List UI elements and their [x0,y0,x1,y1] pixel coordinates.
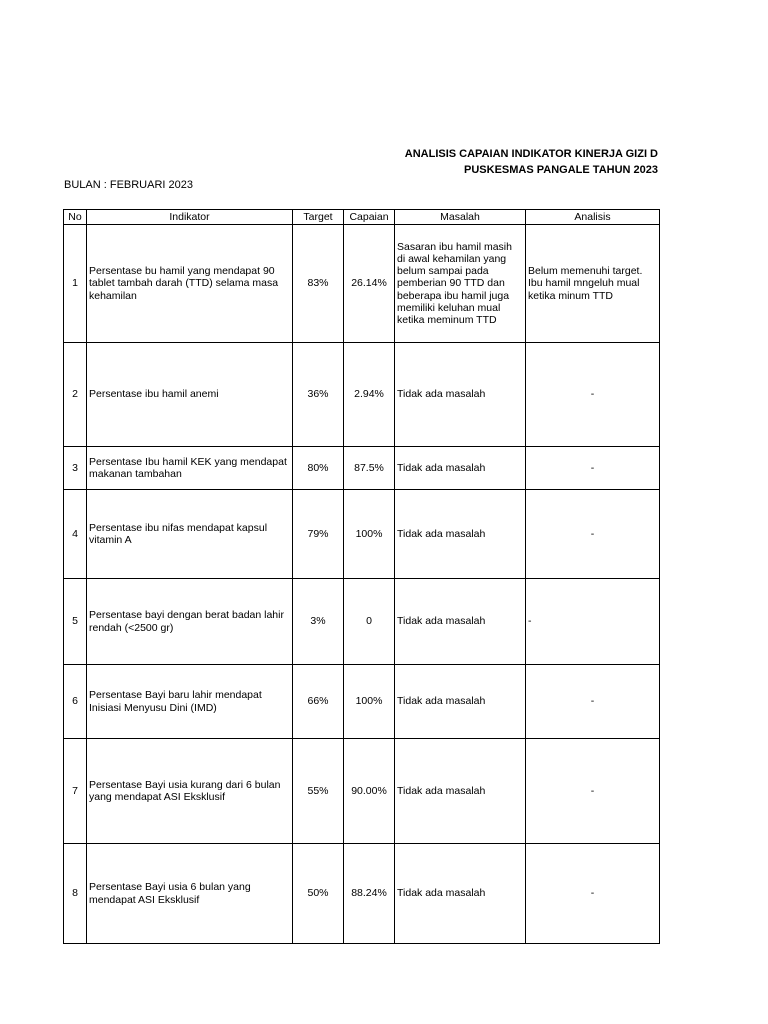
row-capaian: 100% [344,665,395,739]
table-header-row [64,210,660,225]
row-no: 4 [64,490,87,579]
row-indikator: Persentase bu hamil yang mendapat 90 tablet tambah darah (TTD) selama masa kehamilan [87,225,293,343]
report-title: ANALISIS CAPAIAN INDIKATOR KINERJA GIZI D [404,148,658,160]
row-capaian: 26.14% [344,225,395,343]
row-capaian: 2.94% [344,343,395,447]
row-target: 83% [293,225,344,343]
row-analisis: - [526,447,660,490]
row-masalah: Tidak ada masalah [395,447,526,490]
row-analisis: - [526,490,660,579]
row-no: 2 [64,343,87,447]
row-masalah: Tidak ada masalah [395,665,526,739]
table-row [64,579,660,665]
row-target: 3% [293,579,344,665]
row-indikator: Persentase ibu nifas mendapat kapsul vitamin A [87,490,293,579]
table-row [64,447,660,490]
row-analisis: - [526,739,660,844]
indicator-table [63,209,660,944]
row-indikator: Persentase Bayi baru lahir mendapat Inisiasi Menyusu Dini (IMD) [87,665,293,739]
table-row [64,739,660,844]
column-header-analisis: Analisis [526,210,660,225]
row-capaian: 90.00% [344,739,395,844]
row-target: 55% [293,739,344,844]
table-row [64,844,660,944]
table-row [64,665,660,739]
row-capaian: 87.5% [344,447,395,490]
row-masalah: Tidak ada masalah [395,490,526,579]
column-header-indikator: Indikator [87,210,293,225]
row-no: 5 [64,579,87,665]
report-period: BULAN : FEBRUARI 2023 [64,179,193,191]
column-header-no: No [64,210,87,225]
row-no: 1 [64,225,87,343]
row-no: 7 [64,739,87,844]
row-analisis: - [526,579,660,665]
row-target: 50% [293,844,344,944]
column-header-masalah: Masalah [395,210,526,225]
column-header-capaian: Capaian [344,210,395,225]
row-capaian: 0 [344,579,395,665]
row-masalah: Tidak ada masalah [395,579,526,665]
table-row [64,225,660,343]
row-masalah: Tidak ada masalah [395,739,526,844]
row-no: 8 [64,844,87,944]
row-indikator: Persentase Bayi usia 6 bulan yang mendapat ASI Eksklusif [87,844,293,944]
row-analisis: - [526,665,660,739]
row-target: 66% [293,665,344,739]
table-row [64,490,660,579]
row-capaian: 88.24% [344,844,395,944]
row-masalah: Sasaran ibu hamil masih di awal kehamilan yang belum sampai pada pemberian 90 TTD dan beberapa ibu hamil juga memiliki keluhan mual ketika meminum TTD [395,225,526,343]
row-target: 80% [293,447,344,490]
row-analisis: - [526,844,660,944]
row-indikator: Persentase Ibu hamil KEK yang mendapat makanan tambahan [87,447,293,490]
row-target: 36% [293,343,344,447]
row-indikator: Persentase bayi dengan berat badan lahir rendah (<2500 gr) [87,579,293,665]
row-no: 6 [64,665,87,739]
row-capaian: 100% [344,490,395,579]
row-analisis: - [526,343,660,447]
row-indikator: Persentase Bayi usia kurang dari 6 bulan yang mendapat ASI Eksklusif [87,739,293,844]
row-indikator: Persentase ibu hamil anemi [87,343,293,447]
row-analisis: Belum memenuhi target. Ibu hamil mngeluh mual ketika minum TTD [526,225,660,343]
row-target: 79% [293,490,344,579]
table-row [64,343,660,447]
column-header-target: Target [293,210,344,225]
row-masalah: Tidak ada masalah [395,844,526,944]
row-no: 3 [64,447,87,490]
report-subtitle: PUSKESMAS PANGALE TAHUN 2023 [464,164,658,176]
row-masalah: Tidak ada masalah [395,343,526,447]
